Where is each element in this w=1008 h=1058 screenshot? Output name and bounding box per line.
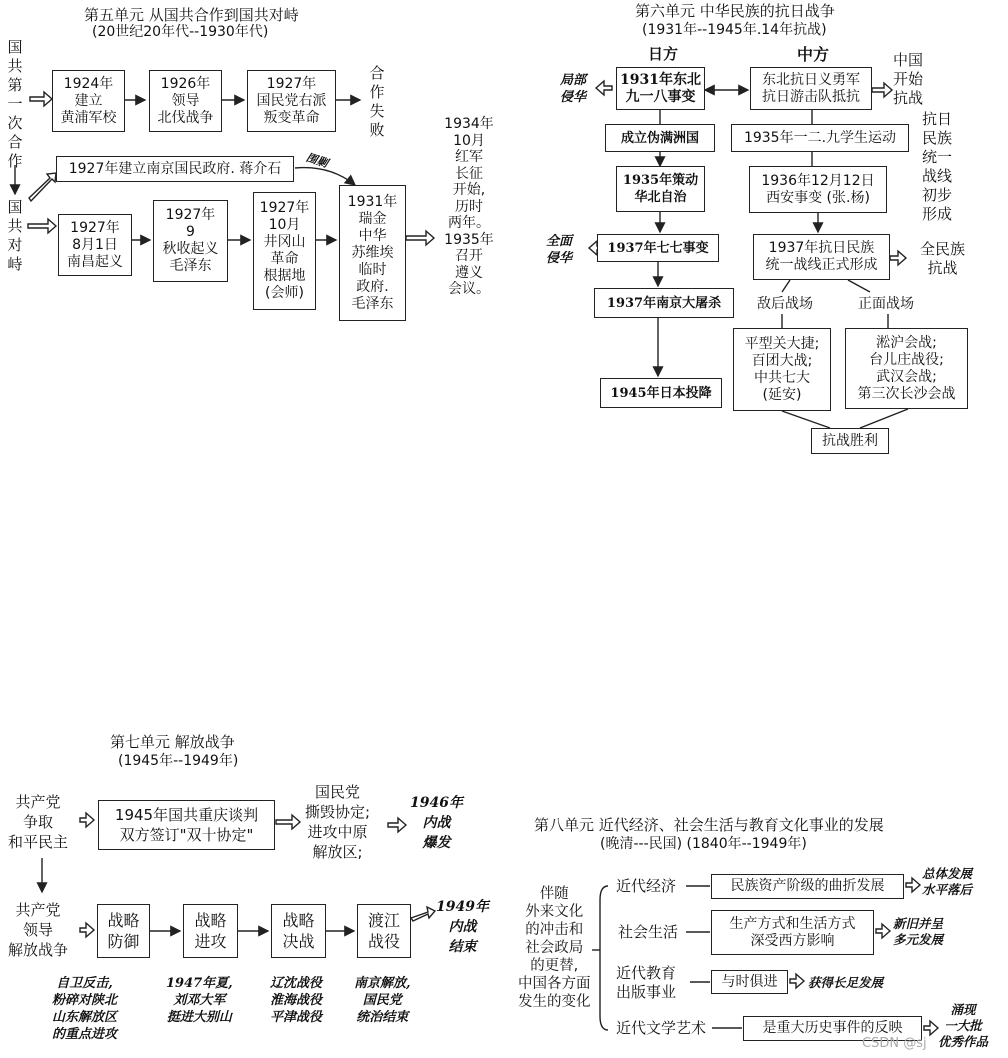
box-northeast-resistance: 东北抗日义勇军 抗日游击队抵抗 [750, 67, 872, 110]
box-strategic-offense: 战略 进攻 [183, 904, 238, 958]
unit6-title: 第六单元 中华民族的抗日战争 [635, 2, 835, 20]
branch-society-label: 社会生活 [618, 923, 679, 941]
box-manchukuo: 成立伪满洲国 [605, 124, 715, 152]
unit8-subtitle: (晚清---民国) (1840年--1949年) [600, 836, 807, 852]
branch-education-label: 近代教育 出版事业 [616, 964, 677, 1001]
box-education: 与时俱进 [711, 970, 788, 994]
label-encircle: 围剿 [304, 150, 330, 171]
local-invasion-label: 局部 侵华 [560, 73, 587, 105]
note-crossing: 南京解放, 国民党 统治结束 [354, 976, 411, 1025]
box-jinggangshan: 1927年 10月 井冈山 革命 根据地 (会师) [253, 192, 316, 310]
box-main-battles: 淞沪会战; 台儿庄战役; 武汉会战; 第三次长沙会战 [845, 328, 968, 409]
box-nanjing-massacre: 1937年南京大屠杀 [594, 288, 734, 318]
box-japan-surrender: 1945年日本投降 [600, 378, 722, 408]
unit5-title: 第五单元 从国共合作到国共对峙 [84, 6, 299, 24]
result-economy: 总体发展 水平落后 [922, 866, 973, 897]
box-1927-split: 1927年 国民党右派 叛变革命 [247, 70, 336, 132]
box-north-china-autonomy: 1935年策动 华北自治 [616, 166, 705, 212]
box-918-incident: 1931年东北 九一八事变 [616, 67, 705, 110]
unit6-subtitle: (1931年--1945年.14年抗战) [642, 22, 827, 38]
box-december-9-movement: 1935年一二.九学生运动 [731, 124, 909, 152]
side-label-confrontation: 国共对峙 [7, 198, 23, 273]
lead-liberation-war: 共产党 领导 解放战争 [8, 901, 69, 959]
strive-peace-text: 共产党 争取 和平民主 [8, 793, 69, 851]
box-river-crossing: 渡江 战役 [357, 904, 411, 958]
note-decisive: 辽沈战役 淮海战役 平津战役 [270, 976, 323, 1025]
box-1924-academy: 1924年 建立 黄浦军校 [52, 70, 125, 132]
box-autumn-harvest: 1927年 9 秋收起义 毛泽东 [153, 200, 228, 282]
box-strategic-decisive: 战略 决战 [271, 904, 326, 958]
japan-side-label: 日方 [648, 45, 679, 63]
box-7-7-incident: 1937年七七事变 [597, 234, 719, 262]
box-chongqing-negotiation: 1945年国共重庆谈判 双方签订"双十协定" [98, 800, 275, 850]
box-1926-northern-expedition: 1926年 领导 北伐战争 [149, 70, 222, 132]
unit8-title: 第八单元 近代经济、社会生活与教育文化事业的发展 [534, 816, 884, 834]
china-starts-resistance: 中国 开始 抗战 [893, 51, 924, 107]
box-literature: 是重大历史事件的反映 [743, 1016, 922, 1041]
main-front-label: 正面战场 [858, 296, 914, 312]
branch-economy-label: 近代经济 [616, 877, 677, 895]
unit5-subtitle: (20世纪20年代--1930年代) [92, 24, 269, 40]
side-label-cooperation: 国共第一次合作 [7, 38, 23, 170]
box-strategic-defense: 战略 防御 [97, 904, 150, 958]
box-society: 生产方式和生活方式 深受西方影响 [711, 910, 874, 955]
box-nanchang-uprising: 1927年 8月1日 南昌起义 [58, 214, 132, 276]
box-united-front-formed: 1937年抗日民族 统一战线正式形成 [753, 234, 890, 280]
civil-war-1949: 1949年 内战 结束 [436, 899, 489, 955]
cooperation-failed: 合作失败 [369, 64, 385, 139]
united-front-initial: 抗日 民族 统一 战线 初步 形成 [922, 110, 953, 223]
full-invasion-label: 全面 侵华 [546, 234, 573, 266]
result-education: 获得长足发展 [808, 975, 884, 990]
changes-root-text: 伴随 外来文化 的冲击和 社会政局 的更替, 中国各方面 发生的变化 [518, 886, 591, 1010]
box-economy: 民族资产阶级的曲折发展 [711, 874, 904, 899]
box-ruijin-soviet: 1931年 瑞金 中华 苏维埃 临时 政府. 毛泽东 [339, 185, 406, 321]
unit7-subtitle: (1945年--1949年) [118, 753, 239, 769]
kmt-tears-agreement: 国民党 撕毁协定; 进攻中原 解放区; [305, 783, 371, 861]
rear-front-label: 敌后战场 [757, 296, 813, 312]
box-nanjing-government: 1927年建立南京国民政府. 蒋介石 [56, 156, 294, 182]
china-side-label: 中方 [797, 45, 830, 64]
box-victory: 抗战胜利 [811, 428, 889, 454]
result-literature: 涌现 一大批 优秀作品 [938, 1002, 989, 1049]
long-march-text: 1934年 10月 红军 长征 开始, 历时 两年。 1935年 召开 遵义 会议。 [444, 116, 494, 297]
box-xian-incident: 1936年12月12日 西安事变 (张.杨) [749, 166, 887, 213]
box-rear-battles: 平型关大捷; 百团大战; 中共七大 (延安) [733, 328, 831, 411]
whole-nation-resistance: 全民族 抗战 [920, 240, 966, 277]
civil-war-1946: 1946年 内战 爆发 [410, 795, 463, 851]
unit7-title: 第七单元 解放战争 [110, 733, 235, 751]
watermark: CSDN @sj [862, 1036, 927, 1051]
note-offense: 1947年夏, 刘邓大军 挺进大别山 [166, 976, 233, 1025]
result-society: 新旧并呈 多元发展 [893, 916, 944, 947]
branch-literature-label: 近代文学艺术 [616, 1019, 707, 1037]
note-defense: 自卫反击, 粉碎对陕北 山东解放区 的重点进攻 [52, 976, 118, 1042]
